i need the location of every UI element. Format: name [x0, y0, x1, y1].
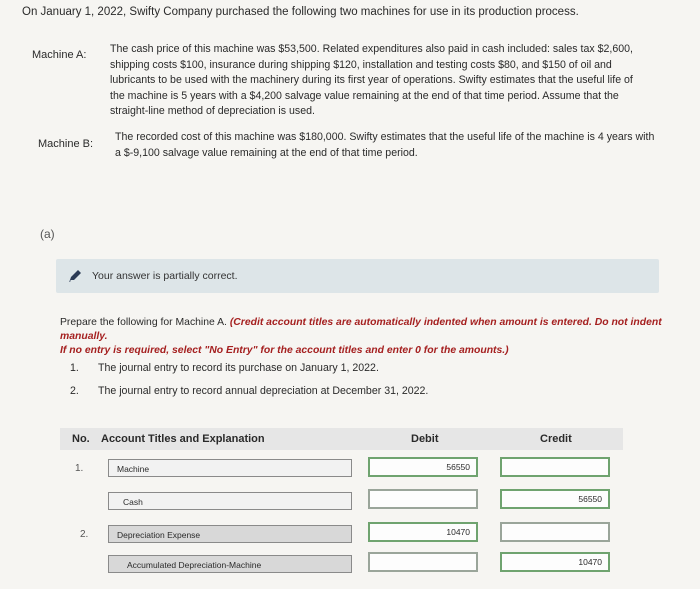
credit-input[interactable]	[500, 457, 610, 477]
col-credit: Credit	[540, 433, 572, 445]
instructions-note-1: (Credit account titles are automatically indented when amount is entered. Do not indent manually.	[60, 317, 662, 342]
part-label: (a)	[40, 227, 55, 241]
machine-a-line: shipping costs $100, insurance during shipping $120, installation and testing costs $80, and $150 of oil and	[110, 58, 612, 71]
task-number: 1.	[70, 362, 79, 374]
task-item	[70, 362, 379, 374]
instructions-note-2: If no entry is required, select "No Entry" for the account titles and enter 0 for the amounts.)	[60, 345, 509, 356]
entry-number: 1.	[75, 463, 84, 474]
col-debit: Debit	[411, 433, 439, 445]
entry-number: 2.	[80, 529, 89, 540]
task-number: 2.	[70, 385, 79, 397]
status-banner	[56, 259, 659, 293]
debit-input[interactable]: 56550	[368, 457, 478, 477]
instructions	[60, 316, 670, 358]
machine-a-label: Machine A:	[32, 49, 87, 61]
machine-a-line: The cash price of this machine was $53,500. Related expenditures also paid in cash included: sales tax $2,600,	[110, 43, 633, 55]
debit-input[interactable]	[368, 552, 478, 572]
machine-b-label: Machine B:	[38, 138, 94, 150]
debit-input[interactable]	[368, 489, 478, 509]
status-message: Your answer is partially correct.	[92, 270, 238, 282]
machine-b-line: a $-9,100 salvage value remaining at the end of that time period.	[115, 146, 418, 159]
machine-a-description	[110, 42, 680, 120]
machine-b-line: The recorded cost of this machine was $180,000. Swifty estimates that the useful life of the machine is 4 years with	[115, 131, 655, 143]
machine-a-line: lubricants to be used with the machinery during its first year of operations. Swifty estimates that the useful life of	[110, 74, 633, 86]
account-select[interactable]: Machine	[108, 459, 352, 477]
task-text: The journal entry to record annual depreciation at December 31, 2022.	[98, 385, 429, 397]
pencil-icon	[68, 269, 82, 283]
account-select[interactable]: Depreciation Expense	[108, 525, 352, 543]
credit-input[interactable]: 10470	[500, 552, 610, 572]
debit-input[interactable]: 10470	[368, 522, 478, 542]
journal-table-header	[60, 428, 623, 450]
instructions-lead: Prepare the following for Machine A.	[60, 317, 227, 328]
machine-a-line: the machine is 5 years with a $4,200 salvage value remaining at the end of that time period. Assume that the	[110, 89, 619, 102]
problem-intro: On January 1, 2022, Swifty Company purchased the following two machines for use in its production process.	[22, 6, 579, 18]
machine-b-description	[115, 130, 685, 161]
col-no: No.	[72, 433, 90, 445]
account-select[interactable]: Cash	[108, 492, 352, 510]
credit-input[interactable]	[500, 522, 610, 542]
machine-a-line: straight-line method of depreciation is used.	[110, 105, 315, 117]
credit-input[interactable]: 56550	[500, 489, 610, 509]
col-account: Account Titles and Explanation	[101, 433, 265, 445]
task-text: The journal entry to record its purchase on January 1, 2022.	[98, 362, 379, 374]
task-item	[70, 385, 428, 397]
account-select[interactable]: Accumulated Depreciation-Machine	[108, 555, 352, 573]
